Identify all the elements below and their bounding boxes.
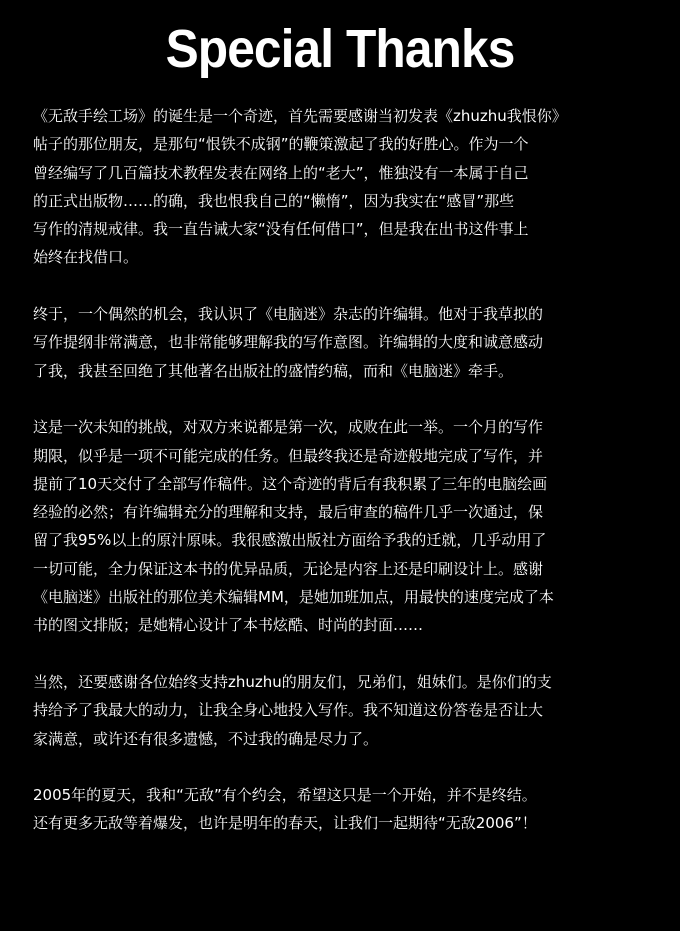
text-line: 终于，一个偶然的机会，我认识了《电脑迷》杂志的许编辑。他对于我草拟的 [33,305,544,324]
paragraph-3 [33,413,657,639]
text-line: 2005年的夏天，我和“无敌”有个约会，希望这只是一个开始，并不是终结。 [33,786,537,805]
paragraph-4 [33,668,657,753]
text-line: 《无敌手绘工场》的诞生是一个奇迹，首先需要感谢当初发表《zhuzhu我恨你》 [33,107,567,125]
text-line: 曾经编写了几百篇技术教程发表在网络上的“老大”，惟独没有一本属于自己 [33,163,529,182]
text-line: 家满意，或许还有很多遗憾，不过我的确是尽力了。 [33,729,379,748]
text-line: 还有更多无敌等着爆发，也许是明年的春天，让我们一起期待“无敌2006”！ [33,814,537,833]
text-line: 写作的清规戒律。我一直告诫大家“没有任何借口”，但是我在出书这件事上 [33,220,529,239]
page-title: Special Thanks [165,19,515,79]
text-line: 当然，还要感谢各位始终支持zhuzhu的朋友们，兄弟们，姐妹们。是你们的支 [33,672,552,691]
text-line: 一切可能，全力保证这本书的优异品质，无论是内容上还是印刷设计上。感谢 [33,559,544,578]
text-line: 经验的必然；有许编辑充分的理解和支持，最后审查的稿件几乎一次通过，保 [33,503,544,522]
text-line: 了我，我甚至回绝了其他著名出版社的盛情约稿，而和《电脑迷》牵手。 [33,361,514,380]
text-line: 这是一次未知的挑战，对双方来说都是第一次，成败在此一举。一个月的写作 [33,418,544,437]
text-line: 留了我95%以上的原汁原味。我很感激出版社方面给予我的迁就，几乎动用了 [33,531,547,550]
paragraph-2 [33,300,657,385]
text-line: 始终在找借口。 [33,248,139,267]
text-line: 写作提纲非常满意，也非常能够理解我的写作意图。许编辑的大度和诚意感动 [33,333,544,352]
text-line: 书的图文排版；是她精心设计了本书炫酷、时尚的封面…… [33,616,424,635]
text-line: 帖子的那位朋友，是那句“恨铁不成钢”的鞭策激起了我的好胜心。作为一个 [33,135,529,154]
text-line: 提前了10天交付了全部写作稿件。这个奇迹的背后有我积累了三年的电脑绘画 [33,474,548,493]
paragraph-1 [33,102,657,272]
body-text [33,102,657,838]
text-line: 期限，似乎是一项不可能完成的任务。但最终我还是奇迹般地完成了写作，并 [33,446,544,465]
paragraph-5 [33,781,657,838]
text-line: 《电脑迷》出版社的那位美术编辑MM，是她加班加点，用最快的速度完成了本 [33,588,554,607]
text-line: 持给予了我最大的动力，让我全身心地投入写作。我不知道这份答卷是否让大 [33,701,544,720]
text-line: 的正式出版物……的确，我也恨我自己的“懒惰”，因为我实在“感冒”那些 [33,191,515,210]
